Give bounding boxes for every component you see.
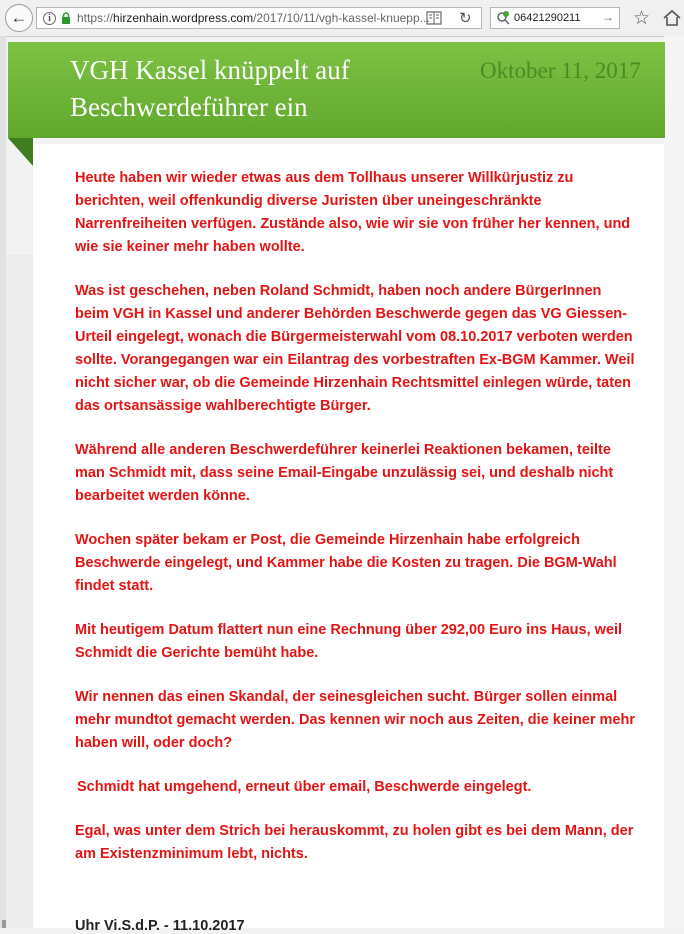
scrollbar-marker	[2, 920, 6, 928]
paragraph: Schmidt hat umgehend, erneut über email, Beschwerde eingelegt.	[77, 779, 532, 795]
post-date[interactable]: Oktober 11, 2017	[480, 58, 641, 83]
page-right-gutter	[664, 36, 684, 928]
search-input[interactable]: 06421290211	[514, 12, 581, 24]
search-engine-icon	[496, 11, 510, 25]
paragraph: Während alle anderen Beschwerdeführer keinerlei Reaktionen bekamen, teilte man Schmidt mit, dass seine Email-Eingabe unzulässig sei, und deshalb nicht bearbeitet werden könne.	[75, 442, 614, 504]
paragraph: Wochen später bekam er Post, die Gemeinde Hirzenhain habe erfolgreich Beschwerde eingelegt, und Kammer habe die Kosten zu tragen. Die BGM-Wahl findet statt.	[75, 532, 617, 594]
paragraph: Wir nennen das einen Skandal, der seinesgleichen sucht. Bürger sollen einmal mehr mundtot gemacht werden. Das kennen wir noch aus Zeiten, die keiner mehr haben will, oder doch?	[75, 689, 635, 751]
signature-line: Uhr Vi.S.d.P. - 11.10.2017	[75, 918, 245, 934]
paragraph: Egal, was unter dem Strich bei herauskommt, zu holen gibt es bei dem Mann, der am Existenzminimum lebt, nichts.	[75, 823, 634, 862]
banner-fold	[8, 138, 33, 166]
address-bar[interactable]	[36, 7, 482, 29]
info-icon[interactable]: i	[43, 12, 56, 25]
arrow-right-icon[interactable]: →	[602, 10, 614, 24]
paragraph: Mit heutigem Datum flattert nun eine Rechnung über 292,00 Euro ins Haus, weil Schmidt die Gerichte bemüht habe.	[75, 622, 623, 661]
back-button[interactable]	[5, 4, 33, 32]
post-title[interactable]: VGH Kassel knüppelt auf Beschwerdeführer ein	[70, 55, 350, 122]
bookmark-star-icon[interactable]: ☆	[633, 8, 651, 29]
url-text[interactable]: https://hirzenhain.wordpress.com/2017/10/11/vgh-kassel-knuepp...	[77, 11, 430, 25]
post-body	[75, 167, 635, 887]
sidebar-strip	[6, 255, 33, 928]
browser-toolbar	[0, 0, 684, 37]
arrow-left-icon: ←	[10, 8, 28, 27]
paragraph: Was ist geschehen, neben Roland Schmidt, haben noch andere BürgerInnen beim VGH in Kassel und anderer Behörden Beschwerde gegen das VG Giessen-Urteil eingelegt, wonach die Bürgermeisterwahl vom 08.10.2017 verboten werden sollte. Vorangegangen war ein Eilantrag des vorbestraften Ex-BGM Kammer. Weil nicht sicher war, ob die Gemeinde Hirzenhain Rechtsmittel einlegen würde, taten das ortsansässige wahlberechtigte Bürger.	[75, 283, 635, 414]
paragraph: Heute haben wir wieder etwas aus dem Tollhaus unserer Willkürjustiz zu berichten, weil offenkundig diverse Juristen über uneingeschränkte Narrenfreiheiten verfügen. Zustände also, wie wir sie von früher her kennen, und wie sie keiner mehr haben wollte.	[75, 170, 631, 255]
reload-icon[interactable]: ↻	[459, 10, 472, 27]
search-bar[interactable]	[490, 7, 620, 29]
lock-icon	[61, 12, 71, 24]
reader-view-icon[interactable]	[426, 11, 442, 25]
home-icon[interactable]	[662, 9, 682, 27]
